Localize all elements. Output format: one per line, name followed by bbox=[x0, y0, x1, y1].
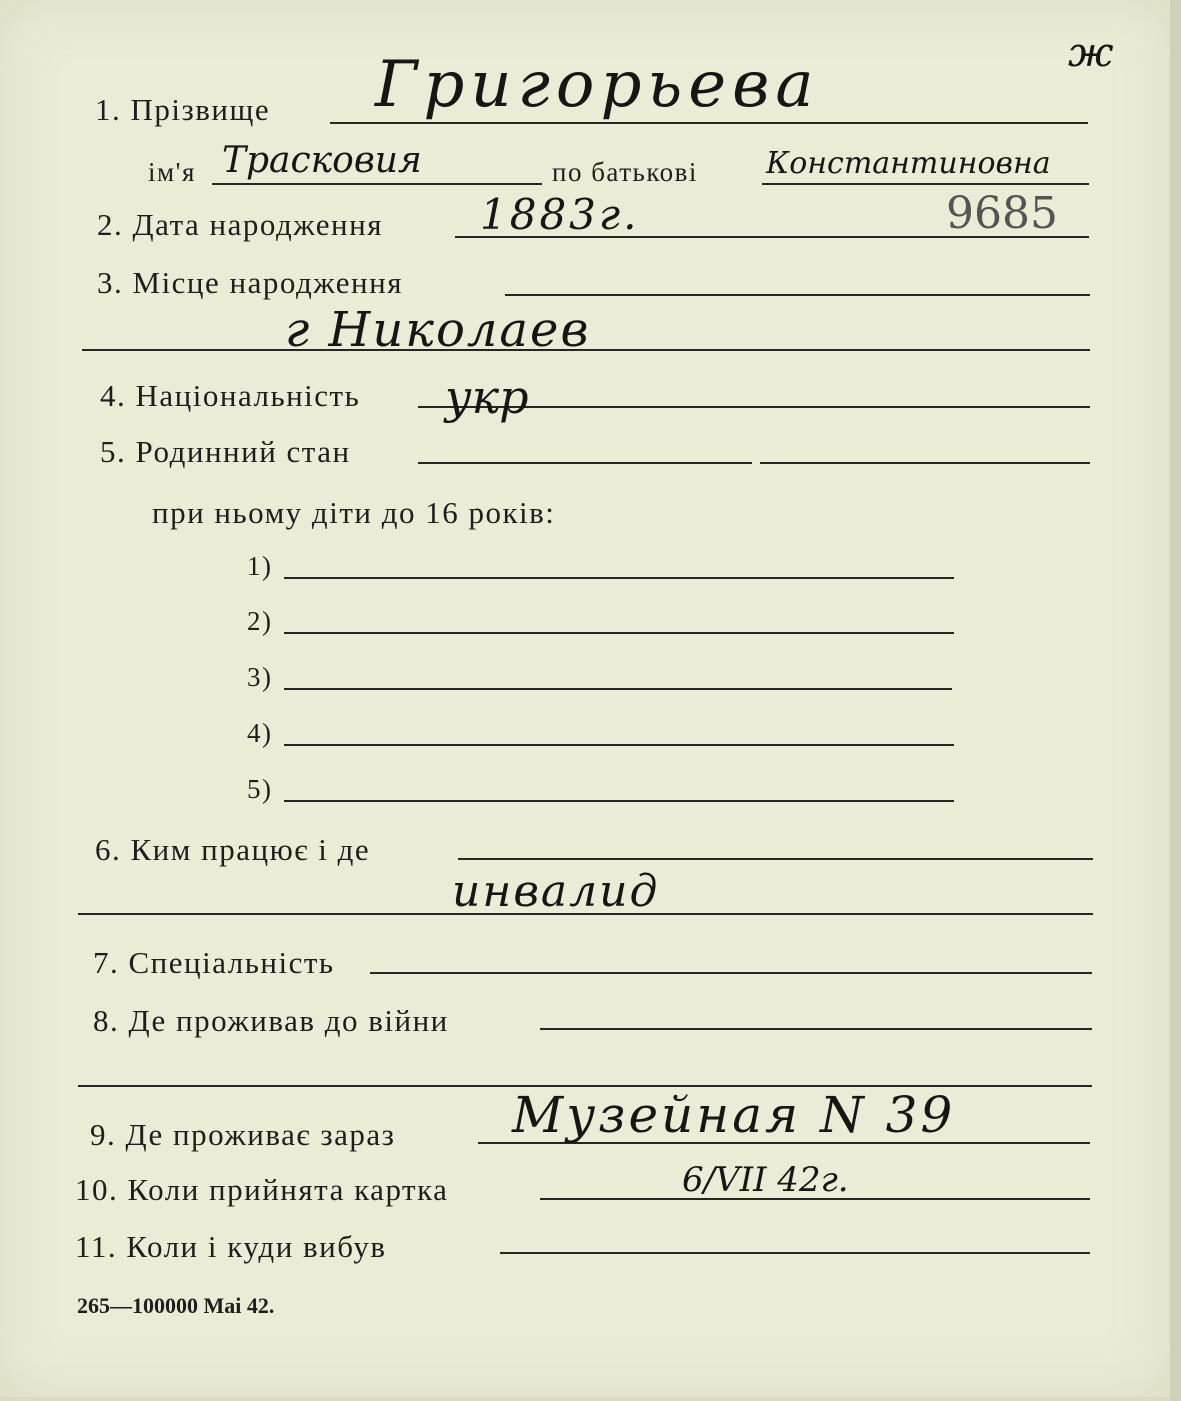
child-1-label: 1) bbox=[247, 551, 273, 581]
first-name-line bbox=[212, 183, 542, 185]
departure-line bbox=[500, 1252, 1090, 1254]
surname-line bbox=[330, 122, 1088, 124]
child-2-line bbox=[284, 632, 954, 634]
occupation-label: 6. Ким працює і де bbox=[95, 832, 371, 867]
surname-label: 1. Прізвище bbox=[95, 92, 271, 127]
birth-place-label: 3. Місце народження bbox=[97, 265, 403, 300]
marital-status-label: 5. Родинний стан bbox=[100, 434, 351, 469]
birth-place-line-1 bbox=[505, 294, 1090, 296]
child-3-label: 3) bbox=[247, 662, 273, 692]
birth-date-label: 2. Дата народження bbox=[97, 207, 383, 242]
child-5-label: 5) bbox=[247, 774, 273, 804]
nationality-label: 4. Національність bbox=[100, 378, 361, 413]
surname-value: Григорьева bbox=[375, 48, 820, 122]
patronymic-value: Константиновна bbox=[766, 146, 1051, 181]
archive-number: 9685 bbox=[946, 188, 1058, 239]
birth-place-value: г Николаев bbox=[285, 302, 591, 358]
occupation-line-1 bbox=[458, 858, 1093, 860]
scan-edge bbox=[1170, 0, 1181, 1401]
specialty-label: 7. Спеціальність bbox=[93, 945, 335, 980]
prewar-residence-label: 8. Де проживав до війни bbox=[93, 1003, 449, 1038]
current-residence-value: Музейная N 39 bbox=[512, 1086, 956, 1144]
specialty-line bbox=[370, 972, 1092, 974]
first-name-value: Трасковия bbox=[222, 140, 422, 181]
occupation-value: инвалид bbox=[452, 866, 660, 917]
birth-date-value: 1883г. bbox=[480, 190, 640, 239]
child-4-label: 4) bbox=[247, 718, 273, 748]
current-residence-label: 9. Де проживає зараз bbox=[90, 1117, 396, 1152]
child-1-line bbox=[284, 577, 954, 579]
first-name-label: ім'я bbox=[148, 157, 196, 187]
marital-status-line-1 bbox=[418, 462, 752, 464]
marital-status-line-2 bbox=[760, 462, 1090, 464]
child-5-line bbox=[284, 800, 954, 802]
card-accepted-value: 6/VII 42г. bbox=[682, 1160, 849, 1200]
child-2-label: 2) bbox=[247, 606, 273, 636]
print-code: 265—100000 Mai 42. bbox=[77, 1293, 275, 1318]
departure-label: 11. Коли і куди вибув bbox=[75, 1229, 387, 1264]
patronymic-label: по батькові bbox=[552, 157, 698, 187]
patronymic-line bbox=[762, 183, 1089, 185]
children-label: при ньому діти до 16 років: bbox=[152, 495, 556, 530]
child-4-line bbox=[284, 744, 954, 746]
corner-mark: ж bbox=[1068, 30, 1114, 76]
nationality-value: укр bbox=[445, 370, 529, 424]
card-accepted-label: 10. Коли прийнята картка bbox=[75, 1172, 449, 1207]
prewar-residence-line-1 bbox=[540, 1028, 1092, 1030]
child-3-line bbox=[284, 688, 952, 690]
